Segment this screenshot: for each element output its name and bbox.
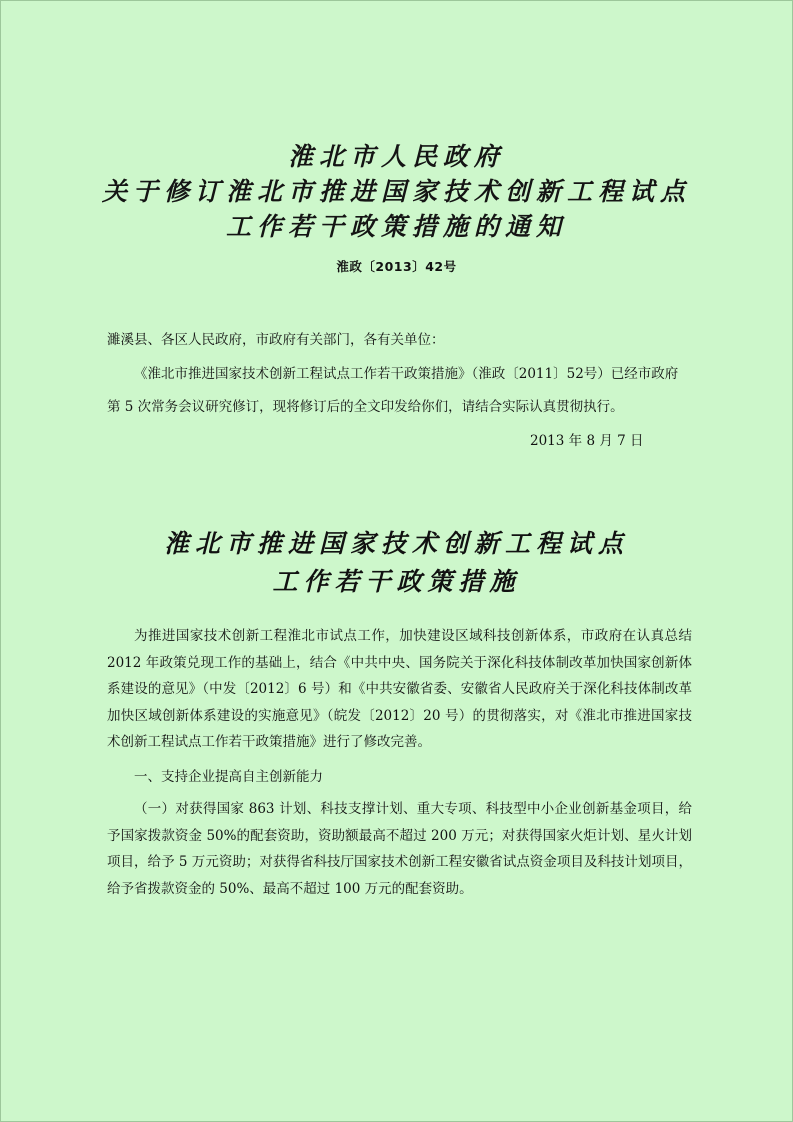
notice-body-line-1: 《淮北市推进国家技术创新工程试点工作若干政策措施》（淮政〔2011〕52号）已经市政府 bbox=[134, 366, 679, 382]
notice-body-line-2: 第 5 次常务会议研究修订，现将修订后的全文印发给你们，请结合实际认真贯彻执行。 bbox=[107, 399, 624, 415]
measure-item-1: （一）对获得国家 863 计划、科技支撑计划、重大专项、科技型中小企业创新基金项目，给予国家拨款资金 50%的配套资助，资助额最高不超过 200 万元；对获得国家火炬计划、星火计划项目，给予 5 万元资助；对获得省科技厅国家技术创新工程安徽省试点资金项目及科技计划项目，给予省拨款资金的 50%、最高不超过 100 万元的配套资助。 bbox=[107, 801, 692, 897]
notice-date: 2013 年 8 月 7 日 bbox=[530, 433, 644, 449]
measures-body bbox=[107, 623, 692, 902]
measures-intro-paragraph: 为推进国家技术创新工程淮北市试点工作，加快建设区域科技创新体系，市政府在认真总结 2012 年政策兑现工作的基础上，结合《中共中央、国务院关于深化科技体制改革加快国家创新体系建设的意见》（中发〔2012〕6 号）和《中共安徽省委、安徽省人民政府关于深化科技体制改革加快区域创新体系建设的实施意见》（皖发〔2012〕20 号）的贯彻落实，对《淮北市推进国家技术创新工程试点工作若干政策措施》进行了修改完善。 bbox=[107, 628, 692, 750]
measures-title-line-2: 工作若干政策措施 bbox=[272, 567, 521, 596]
document-number: 淮政〔2013〕42号 bbox=[336, 259, 457, 274]
salutation: 濉溪县、各区人民政府，市政府有关部门，各有关单位： bbox=[107, 332, 445, 348]
measures-title-line-1: 淮北市推进国家技术创新工程试点 bbox=[163, 529, 629, 558]
notice-title-line-2: 工作若干政策措施的通知 bbox=[225, 212, 567, 241]
section-heading-1: 一、支持企业提高自主创新能力 bbox=[134, 768, 323, 785]
notice-title-line-1: 关于修订淮北市推进国家技术创新工程试点 bbox=[101, 177, 691, 206]
notice-issuer-title: 淮北市人民政府 bbox=[287, 142, 505, 171]
